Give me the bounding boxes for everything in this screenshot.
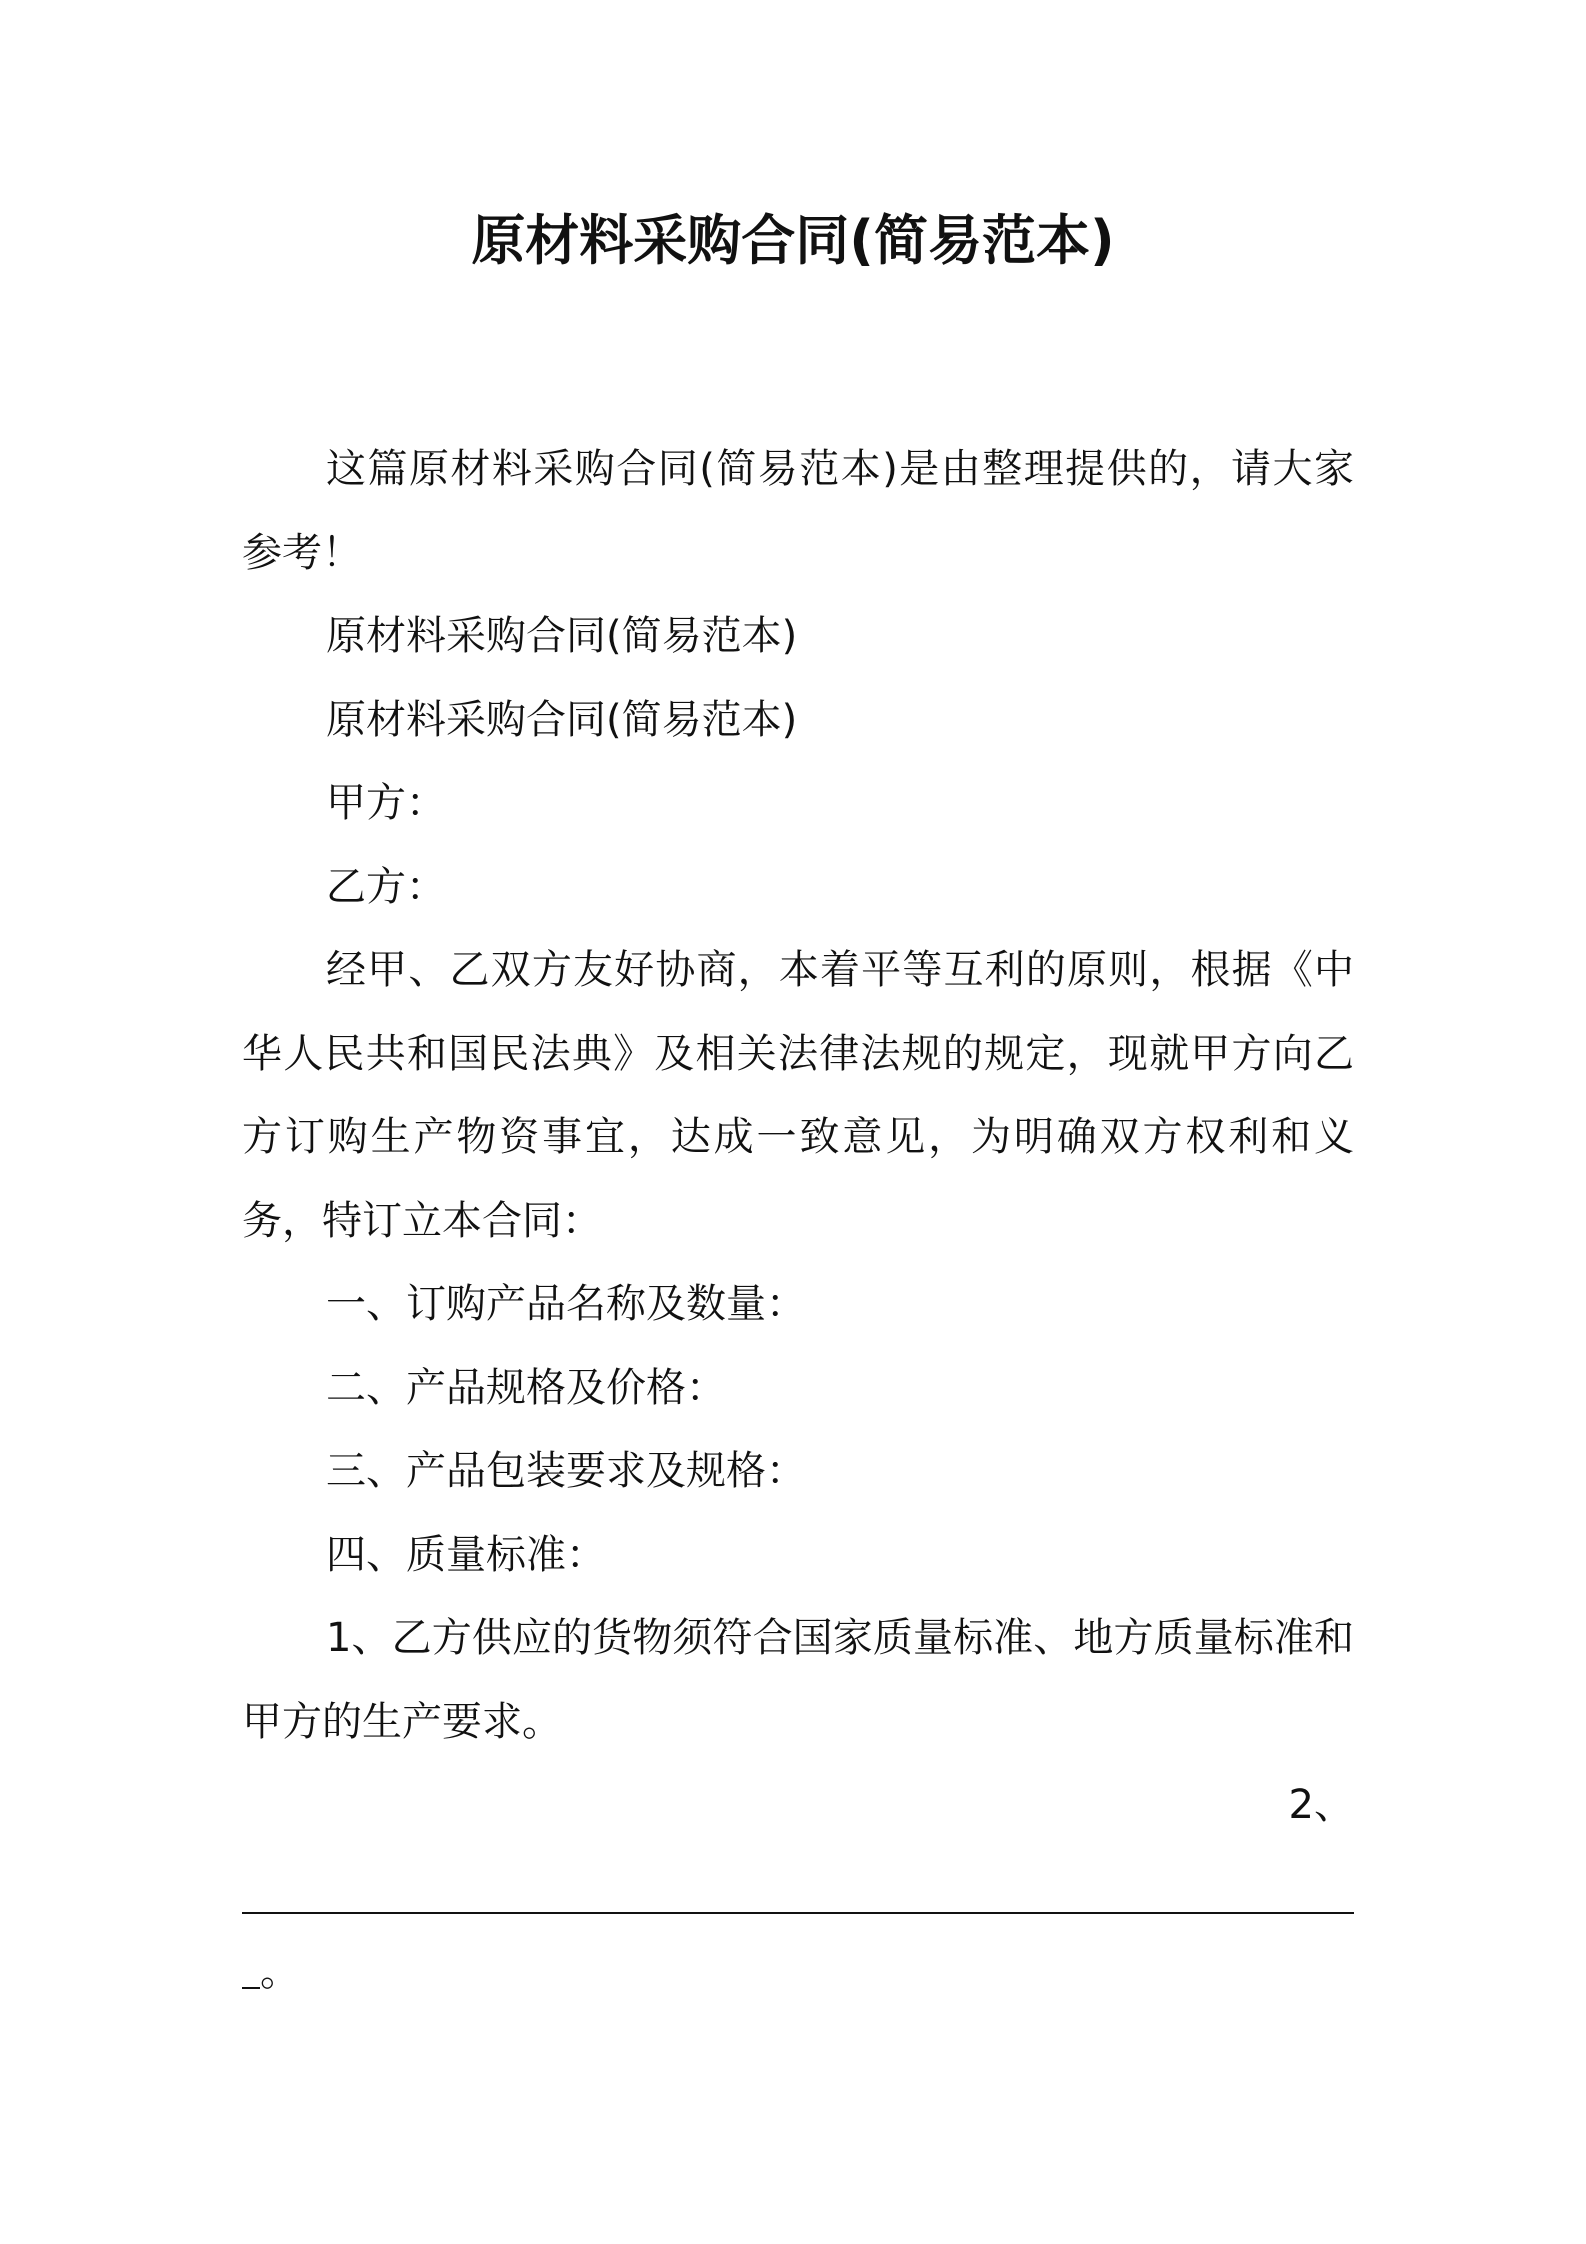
contract-name-line: 原材料采购合同(简易范本) [326, 613, 798, 659]
section-heading-3: 三、产品包装要求及规格： [326, 1448, 806, 1494]
section-heading-4: 四、质量标准： [326, 1531, 606, 1578]
quality-clause-2-label: 2、 [1288, 1782, 1354, 1828]
section-heading-2: 二、产品规格及价格： [326, 1364, 726, 1411]
blank-tail-period: 。 [260, 1949, 300, 1995]
contract-name-line: 原材料采购合同(简易范本) [326, 696, 798, 743]
party-b-line: 乙方： [326, 863, 446, 910]
document-body [242, 428, 1354, 2015]
section-heading-1: 一、订购产品名称及数量： [326, 1281, 806, 1327]
party-a-line: 甲方： [326, 780, 446, 826]
quality-clause-1: 1、乙方供应的货物须符合国家质量标准、地方质量标准和甲方的生产要求。 [242, 1615, 1354, 1745]
preamble-paragraph: 经甲、乙双方友好协商，本着平等互利的原则，根据《中华人民共和国民法典》及相关法律法规的规定，现就甲方向乙方订购生产物资事宜，达成一致意见，为明确双方权利和义务，特订立本合同： [242, 947, 1354, 1244]
blank-underline [242, 1912, 1354, 1914]
intro-paragraph: 这篇原材料采购合同(简易范本)是由整理提供的，请大家参考！ [242, 446, 1354, 576]
fill-in-blank [242, 1848, 1354, 1932]
blank-tail [242, 1931, 1354, 2015]
document-title: 原材料采购合同(简易范本) [471, 209, 1115, 272]
blank-underline-stub [242, 1987, 260, 1989]
